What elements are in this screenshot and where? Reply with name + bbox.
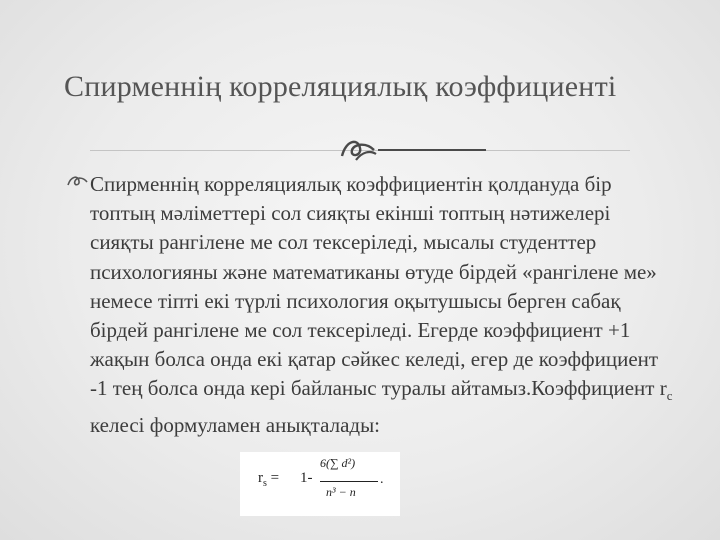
formula-r-sub: s xyxy=(263,478,267,489)
formula-numerator: 6(∑ d²) xyxy=(320,456,356,470)
swirl-bullet-icon xyxy=(66,173,88,189)
swirl-ornament-icon xyxy=(336,134,380,164)
formula-fraction-bar xyxy=(320,481,378,482)
body-tail: келесі формуламен анықталады: xyxy=(90,412,381,437)
formula-lhs xyxy=(258,470,279,489)
body-text xyxy=(90,170,676,440)
formula-one: 1- xyxy=(300,470,313,486)
body-subscript: с xyxy=(666,388,673,404)
formula-r: r xyxy=(258,470,263,486)
formula-denominator: n³ − n xyxy=(326,485,356,499)
formula-eq: = xyxy=(270,470,280,486)
body-main: Спирменнің корреляциялық коэффициентін қолдануда бір топтың мәліметтері сол сияқты екінші топтың нәтижелері сияқты рангілене ме сол тексеріледі, мысалы студенттер психологияны және математиканы өтуде бірдей «рангілене ме» немесе тіпті екі түрлі психология оқытушысы берген сабақ бірдей рангілене ме сол тексеріледі. Егерде коэффициент +1 жақын болса онда екі қатар сәйкес келеді, егер де коэффициент -1 тең болса онда кері байланыс туралы айтамыз.Коэффициент r xyxy=(90,172,667,401)
spearman-formula-image xyxy=(240,452,400,516)
body-bullet xyxy=(66,170,676,440)
title-divider-accent xyxy=(378,149,486,151)
slide-title: Спирменнің корреляциялық коэффициенті xyxy=(64,70,617,103)
formula-dot: . xyxy=(380,472,384,487)
